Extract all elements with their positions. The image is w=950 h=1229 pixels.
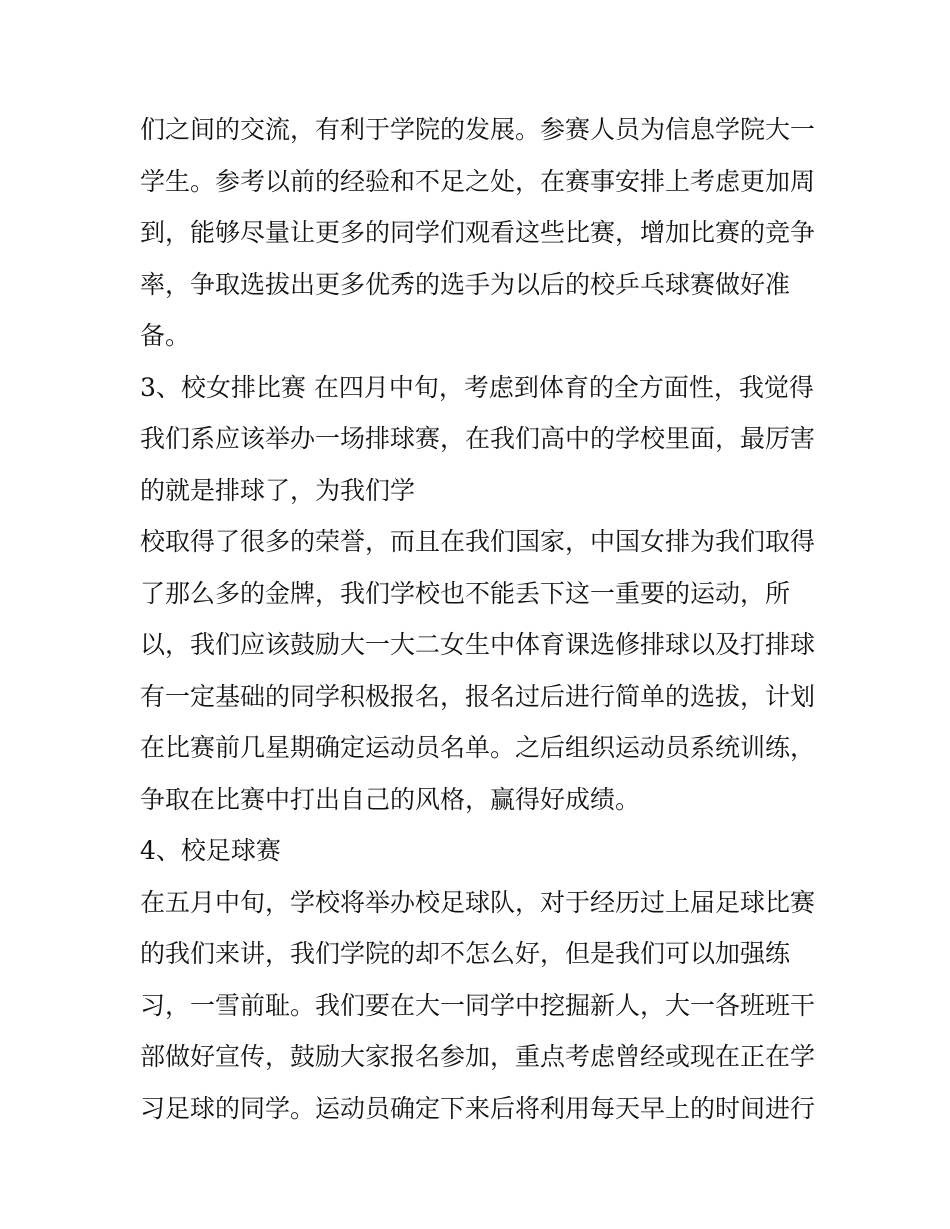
text-line: 习足球的同学。运动员确定下来后将利用每天早上的时间进行 [140, 1093, 816, 1123]
text-line: 备。 [140, 321, 191, 350]
text-line: 们之间的交流，有利于学院的发展。参赛人员为信息学院大一 [140, 115, 816, 144]
text-line: 到，能够尽量让更多的同学们观看这些比赛，增加比赛的竞争 [140, 218, 816, 247]
text-line: 的就是排球了，为我们学 [140, 475, 416, 505]
text-line: 率，争取选拔出更多优秀的选手为以后的校乒乓球赛做好准 [140, 269, 791, 299]
section-heading-volleyball: 3、校女排比赛 在四月中旬，考虑到体育的全方面性，我觉得 [140, 372, 814, 402]
text-line: 校取得了很多的荣誉，而且在我们国家，中国女排为我们取得 [140, 527, 816, 556]
text-line: 争取在比赛中打出自己的风格，赢得好成绩。 [140, 784, 641, 814]
text-line: 学生。参考以前的经验和不足之处，在赛事安排上考虑更加周 [140, 166, 816, 196]
document-body [140, 104, 820, 1134]
text-line: 的我们来讲，我们学院的却不怎么好，但是我们可以加强练 [140, 939, 791, 968]
section-heading-football: 4、校足球赛 [140, 836, 281, 865]
text-line: 有一定基础的同学积极报名，报名过后进行简单的选拔，计划 [140, 681, 816, 711]
text-line: 在五月中旬，学校将举办校足球队，对于经历过上届足球比赛 [140, 887, 816, 917]
text-line: 以，我们应该鼓励大一大二女生中体育课选修排球以及打排球 [140, 630, 816, 659]
text-line: 了那么多的金牌，我们学校也不能丢下这一重要的运动，所 [140, 578, 791, 608]
text-line: 部做好宣传，鼓励大家报名参加，重点考虑曾经或现在正在学 [140, 1042, 816, 1071]
text-line: 在比赛前几星期确定运动员名单。之后组织运动员系统训练， [140, 733, 816, 762]
text-line: 习，一雪前耻。我们要在大一同学中挖掘新人，大一各班班干 [140, 990, 816, 1020]
text-line: 我们系应该举办一场排球赛，在我们高中的学校里面，最厉害 [140, 424, 816, 453]
